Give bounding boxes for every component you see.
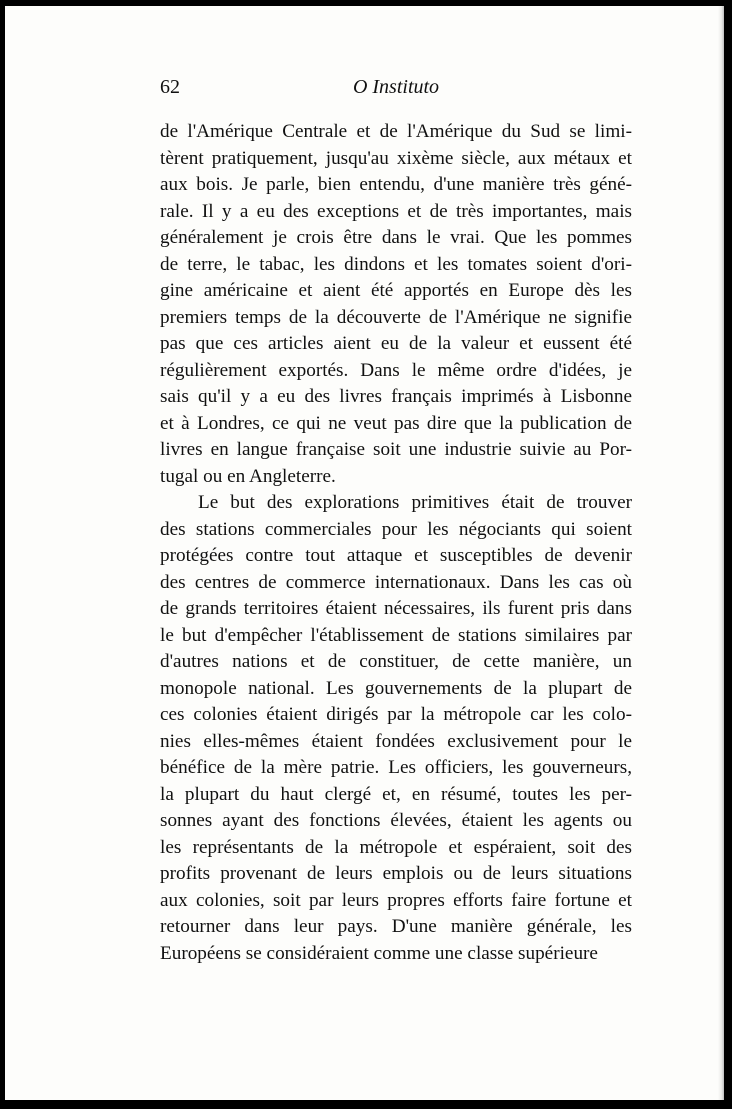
- text-line: aux colonies, soit par leurs propres efforts faire fortune et: [160, 889, 632, 911]
- text-line: livres en langue française soit une industrie suivie au Por-: [160, 439, 632, 460]
- paragraph: [160, 119, 632, 490]
- text-line: Le but des explorations primitives était de trouver: [198, 492, 632, 513]
- text-line: bénéfice de la mère patrie. Les officiers, les gouverneurs,: [160, 757, 632, 778]
- text-line: de l'Amérique Centrale et de l'Amérique du Sud se limi-: [160, 121, 632, 142]
- body-text: [160, 119, 632, 967]
- text-line: ces colonies étaient dirigés par la métropole car les colo-: [160, 704, 632, 725]
- text-line: profits provenant de leurs emplois ou de leurs situations: [160, 863, 632, 884]
- text-line: de grands territoires étaient nécessaires, ils furent pris dans: [160, 598, 632, 619]
- paragraph: [160, 490, 632, 967]
- text-line: régulièrement exportés. Dans le même ordre d'idées, je: [160, 359, 632, 381]
- page-number: 62: [160, 76, 180, 98]
- text-line: rale. Il y a eu des exceptions et de très importantes, mais: [160, 200, 632, 222]
- text-line: premiers temps de la découverte de l'Amérique ne signifie: [160, 306, 632, 328]
- text-line: gine américaine et aient été apportés en Europe dès les: [160, 280, 632, 301]
- text-line: sonnes ayant des fonctions élevées, étaient les agents ou: [160, 810, 632, 831]
- text-line: d'autres nations et de constituer, de cette manière, un: [160, 651, 632, 672]
- text-line: aux bois. Je parle, bien entendu, d'une manière très géné-: [160, 174, 632, 195]
- text-line: les représentants de la métropole et espéraient, soit des: [160, 836, 632, 858]
- running-title: O Instituto: [352, 76, 440, 98]
- text-line: de terre, le tabac, les dindons et les tomates soient d'ori-: [160, 253, 632, 275]
- text-line: généralement je crois être dans le vrai. Que les pommes: [160, 227, 632, 248]
- text-line: nies elles-mêmes étaient fondées exclusivement pour le: [160, 730, 632, 752]
- book-page: [5, 6, 724, 1100]
- text-line: protégées contre tout attaque et susceptibles de devenir: [160, 545, 632, 566]
- text-line: Européens se considéraient comme une classe supérieure: [160, 942, 598, 964]
- text-line: pas que ces articles aient eu de la valeur et eussent été: [160, 333, 632, 354]
- text-line: le but d'empêcher l'établissement de stations similaires par: [160, 624, 632, 646]
- text-line: et à Londres, ce qui ne veut pas dire que la publication de: [160, 412, 632, 434]
- text-line: sais qu'il y a eu des livres français imprimés à Lisbonne: [160, 386, 632, 407]
- text-line: tugal ou en Angleterre.: [160, 465, 336, 487]
- text-line: la plupart du haut clergé et, en résumé, toutes les per-: [160, 783, 632, 805]
- text-line: retourner dans leur pays. D'une manière générale, les: [160, 916, 632, 937]
- text-line: monopole national. Les gouvernements de la plupart de: [160, 677, 632, 699]
- text-line: des centres de commerce internationaux. Dans les cas où: [160, 571, 632, 593]
- running-head: [160, 76, 632, 106]
- text-line: tèrent pratiquement, jusqu'au xixème siècle, aux métaux et: [160, 147, 632, 169]
- page-edge-shadow: [718, 6, 724, 1100]
- text-line: des stations commerciales pour les négociants qui soient: [160, 518, 632, 540]
